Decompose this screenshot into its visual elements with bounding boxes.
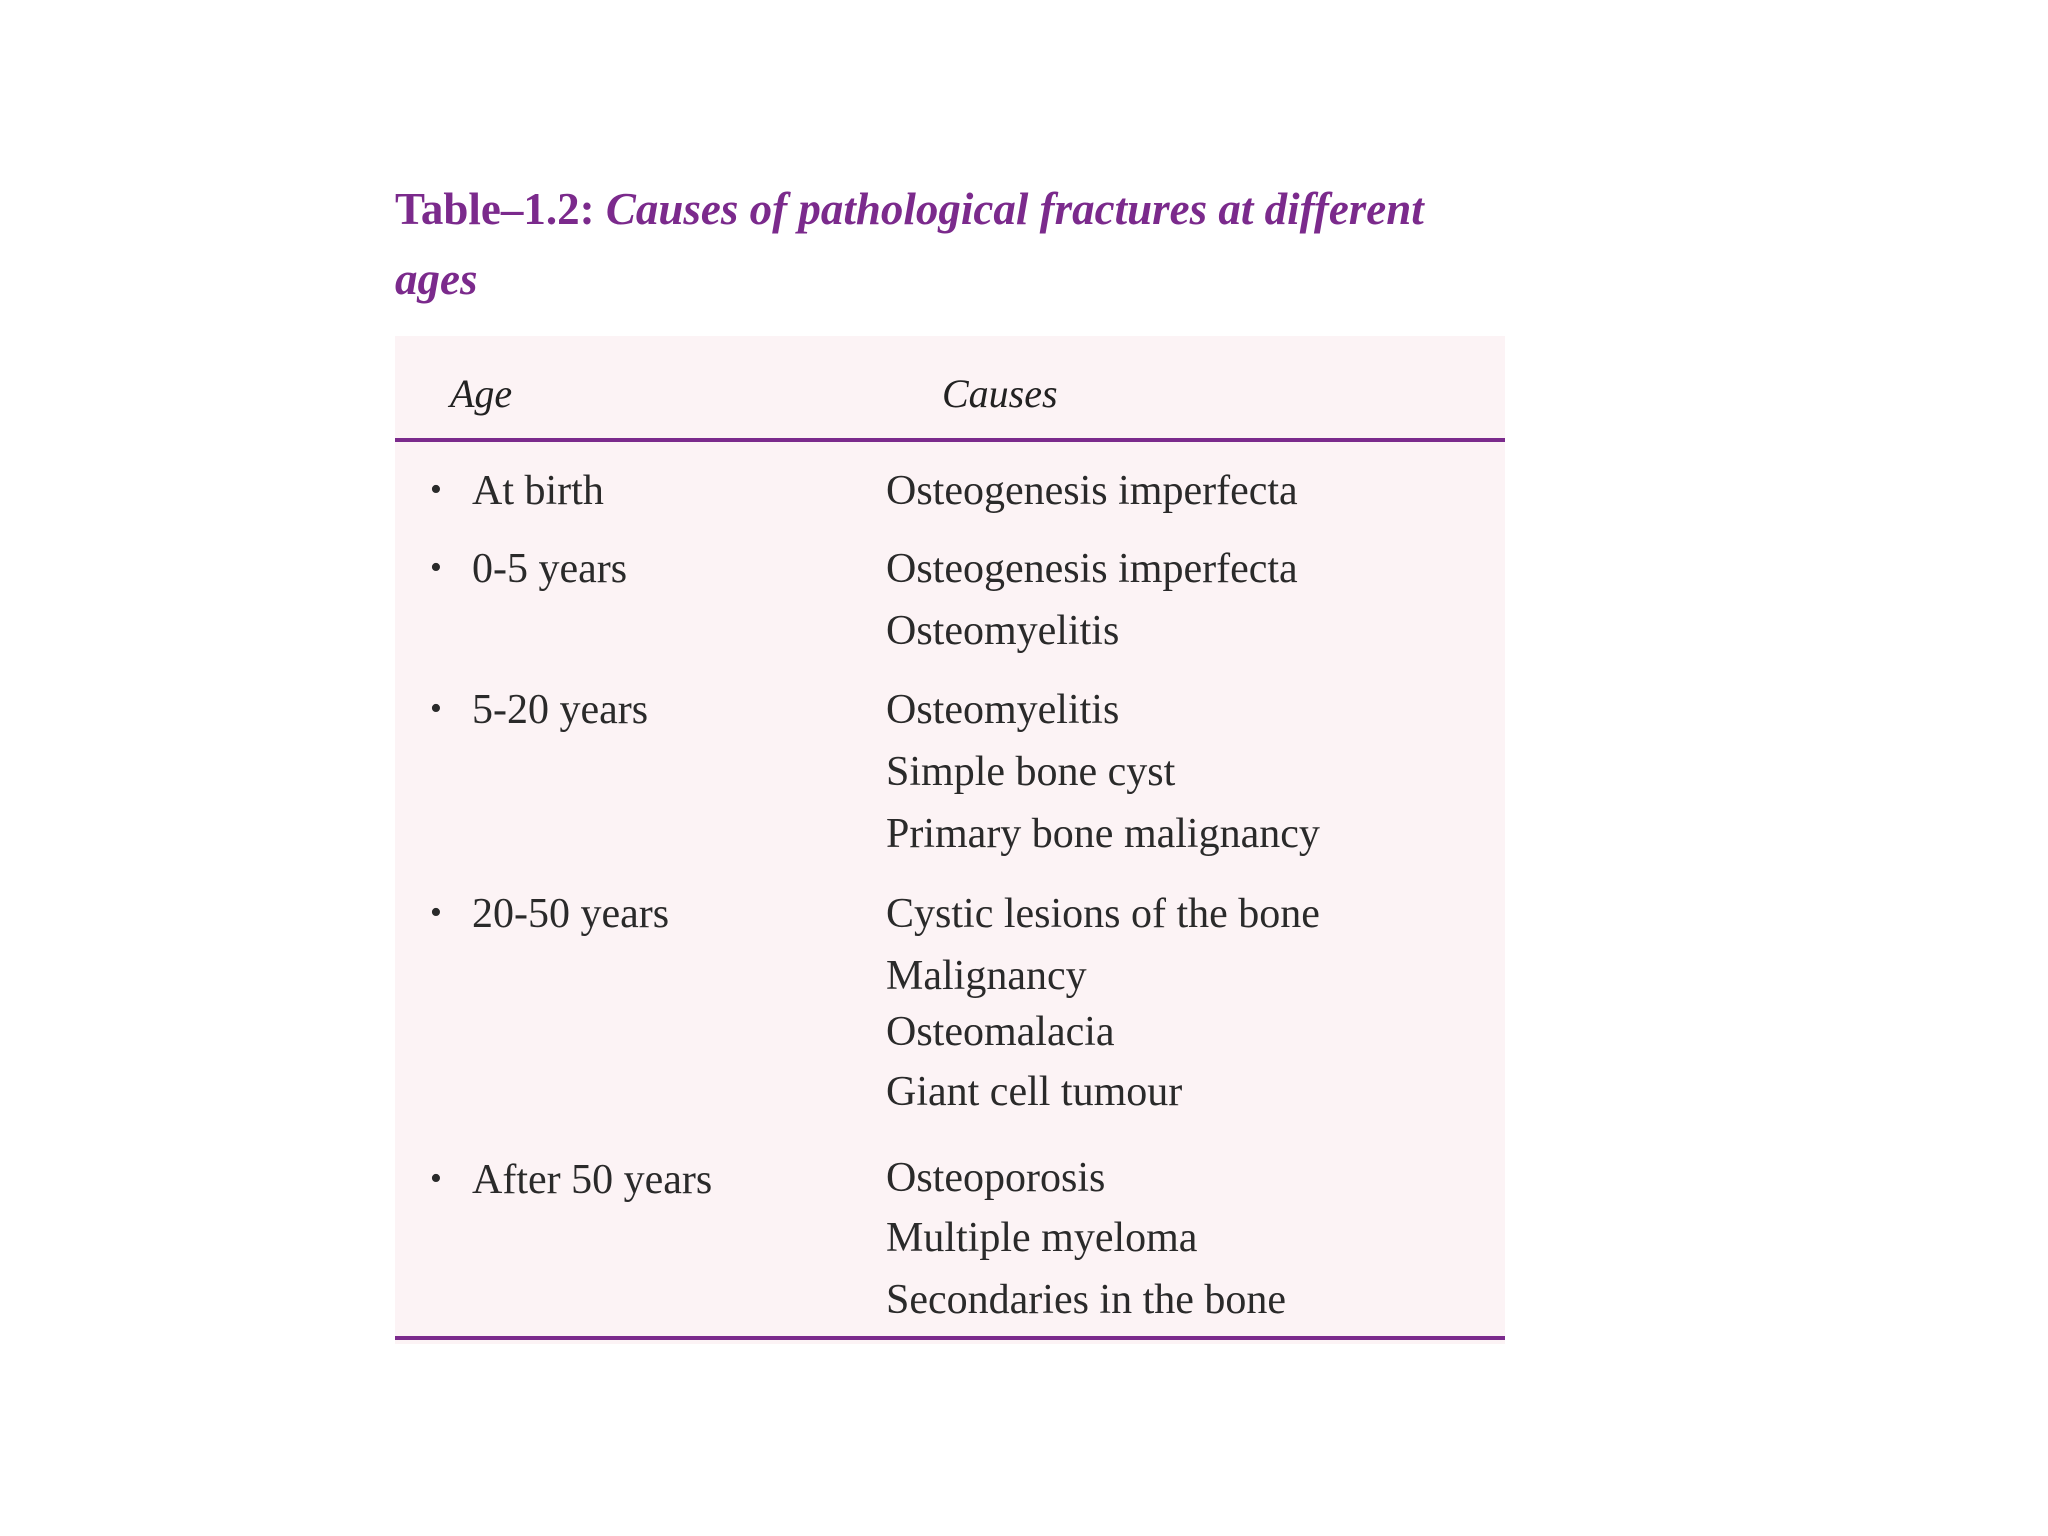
age-label: 5-20 years [472, 687, 649, 733]
bullet-icon: • [430, 471, 442, 508]
causes-cell [886, 883, 1320, 1123]
table-header-row [395, 336, 1505, 442]
table-caption-title: Causes of pathological fractures at different ages [395, 184, 1424, 304]
bullet-icon: • [430, 549, 442, 586]
bullet-icon: • [430, 894, 442, 931]
causes-cell [886, 679, 1320, 865]
cause-item: Osteomyelitis [886, 608, 1120, 654]
age-label: 20-50 years [472, 891, 670, 937]
causes-cell [886, 460, 1298, 522]
column-header-age: Age [450, 371, 513, 416]
table-caption-label: Table–1.2: [395, 184, 595, 234]
age-cell [430, 1149, 712, 1211]
table-caption [395, 174, 1495, 314]
cause-item: Secondaries in the bone [886, 1277, 1287, 1323]
cause-item: Giant cell tumour [886, 1069, 1183, 1115]
age-cell [430, 538, 627, 600]
age-label: After 50 years [472, 1157, 713, 1203]
cause-item: Simple bone cyst [886, 749, 1176, 795]
age-cell [430, 460, 604, 522]
cause-item: Malignancy [886, 953, 1087, 999]
table-bottom-rule [395, 1336, 1505, 1340]
bullet-icon: • [430, 690, 442, 727]
bullet-icon: • [430, 1160, 442, 1197]
age-label: 0-5 years [472, 546, 628, 592]
causes-cell [886, 1149, 1286, 1331]
cause-item: Osteomyelitis [886, 687, 1120, 733]
cause-item: Osteomalacia [886, 1009, 1115, 1055]
cause-item: Primary bone malignancy [886, 811, 1320, 857]
cause-item: Multiple myeloma [886, 1215, 1198, 1261]
cause-item: Cystic lesions of the bone [886, 891, 1320, 937]
causes-table [395, 336, 1505, 1344]
cause-item: Osteogenesis imperfecta [886, 468, 1298, 514]
age-cell [430, 883, 669, 945]
cause-item: Osteoporosis [886, 1155, 1106, 1201]
age-label: At birth [472, 468, 604, 514]
age-cell [430, 679, 648, 741]
cause-item: Osteogenesis imperfecta [886, 546, 1298, 592]
causes-cell [886, 538, 1298, 662]
column-header-causes: Causes [942, 371, 1058, 416]
